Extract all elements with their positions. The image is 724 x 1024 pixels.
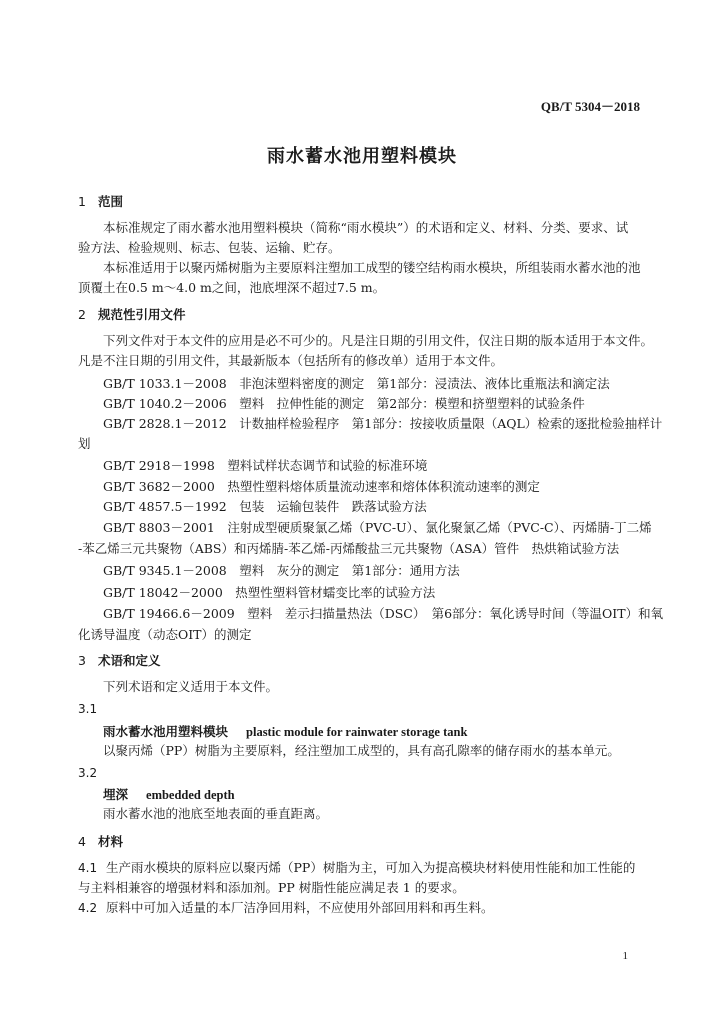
reference-item-continued: -苯乙烯三元共聚物（ABS）和丙烯腈-苯乙烯-丙烯酸盐三元共聚物（ASA）管件 热烘箱试验方法 bbox=[78, 541, 620, 556]
paragraph-line: 下列文件对于本文件的应用是必不可少的。凡是注日期的引用文件，仅注日期的版本适用于本文件。 bbox=[103, 333, 654, 348]
term-entry bbox=[103, 785, 235, 803]
clause-number: 4.2 bbox=[78, 901, 98, 915]
term-zh: 埋深 bbox=[103, 787, 129, 802]
reference-item: GB/T 2828.1－2012 计数抽样检验程序 第1部分：按接收质量限（AQL）检索的逐批检验抽样计 bbox=[103, 416, 663, 431]
reference-item: GB/T 4857.5－1992 包装 运输包装件 跌落试验方法 bbox=[103, 499, 427, 514]
reference-item: GB/T 1040.2－2006 塑料 拉伸性能的测定 第2部分：模塑和挤塑塑料的试验条件 bbox=[103, 396, 585, 411]
term-definition: 以聚丙烯（PP）树脂为主要原料，经注塑加工成型的，具有高孔隙率的储存雨水的基本单元。 bbox=[103, 743, 620, 758]
section-number: 2 bbox=[78, 307, 86, 322]
section-title: 材料 bbox=[98, 834, 124, 849]
section-number: 3 bbox=[78, 653, 86, 668]
term-en: embedded depth bbox=[146, 788, 235, 802]
paragraph-line: 验方法、检验规则、标志、包装、运输、贮存。 bbox=[78, 240, 341, 255]
clause-line: 与主料相兼容的增强材料和添加剂。PP 树脂性能应满足表 1 的要求。 bbox=[78, 880, 465, 895]
section-title: 术语和定义 bbox=[98, 653, 161, 668]
section-number: 4 bbox=[78, 834, 86, 849]
section-title: 范围 bbox=[98, 194, 124, 209]
reference-item: GB/T 9345.1－2008 塑料 灰分的测定 第1部分：通用方法 bbox=[103, 563, 460, 578]
term-number: 3.1 bbox=[78, 702, 98, 716]
section-title: 规范性引用文件 bbox=[98, 307, 186, 322]
reference-item: GB/T 18042－2000 热塑性塑料管材蠕变比率的试验方法 bbox=[103, 585, 436, 600]
clause-line bbox=[78, 898, 494, 918]
section-heading-3 bbox=[78, 651, 161, 669]
clause-text: 生产雨水模块的原料应以聚丙烯（PP）树脂为主，可加入为提高模块材料使用性能和加工性能的 bbox=[106, 860, 636, 875]
term-entry bbox=[103, 722, 467, 740]
reference-item: GB/T 8803－2001 注射成型硬质聚氯乙烯（PVC-U）、氯化聚氯乙烯（PVC-C）、丙烯腈-丁二烯 bbox=[103, 520, 652, 535]
reference-item: GB/T 2918－1998 塑料试样状态调节和试验的标准环境 bbox=[103, 458, 428, 473]
paragraph-line: 本标准规定了雨水蓄水池用塑料模块（简称“雨水模块”）的术语和定义、材料、分类、要求、试 bbox=[103, 220, 629, 235]
standard-number: QB/T 5304－2018 bbox=[540, 99, 640, 114]
clause-text: 原料中可加入适量的本厂洁净回用料，不应使用外部回用料和再生料。 bbox=[106, 900, 494, 915]
reference-item-continued: 化诱导温度（动态OIT）的测定 bbox=[78, 627, 252, 642]
paragraph-line: 顶覆土在0.5 m～4.0 m之间，池底埋深不超过7.5 m。 bbox=[78, 280, 386, 295]
section-heading-1 bbox=[78, 192, 123, 210]
paragraph-line: 下列术语和定义适用于本文件。 bbox=[103, 679, 279, 694]
document-title: 雨水蓄水池用塑料模块 bbox=[267, 146, 457, 167]
clause-number: 4.1 bbox=[78, 861, 98, 875]
reference-item: GB/T 1033.1－2008 非泡沫塑料密度的测定 第1部分：浸渍法、液体比重瓶法和滴定法 bbox=[103, 376, 610, 391]
term-zh: 雨水蓄水池用塑料模块 bbox=[103, 724, 229, 739]
section-heading-2 bbox=[78, 305, 186, 323]
term-definition: 雨水蓄水池的池底至地表面的垂直距离。 bbox=[103, 806, 329, 821]
reference-item: GB/T 3682－2000 热塑性塑料熔体质量流动速率和熔体体积流动速率的测定 bbox=[103, 479, 540, 494]
term-number: 3.2 bbox=[78, 766, 98, 780]
term-en: plastic module for rainwater storage tank bbox=[246, 725, 468, 739]
reference-item: GB/T 19466.6－2009 塑料 差示扫描量热法（DSC） 第6部分：氧化诱导时间（等温OIT）和氧 bbox=[103, 606, 664, 621]
reference-item-continued: 划 bbox=[78, 436, 91, 451]
paragraph-line: 本标准适用于以聚丙烯树脂为主要原料注塑加工成型的镂空结构雨水模块，所组装雨水蓄水池的池 bbox=[103, 260, 641, 275]
page-number: 1 bbox=[622, 950, 628, 962]
section-heading-4 bbox=[78, 832, 123, 850]
section-number: 1 bbox=[78, 194, 86, 209]
clause-line bbox=[78, 858, 635, 878]
paragraph-line: 凡是不注日期的引用文件，其最新版本（包括所有的修改单）适用于本文件。 bbox=[78, 353, 504, 368]
